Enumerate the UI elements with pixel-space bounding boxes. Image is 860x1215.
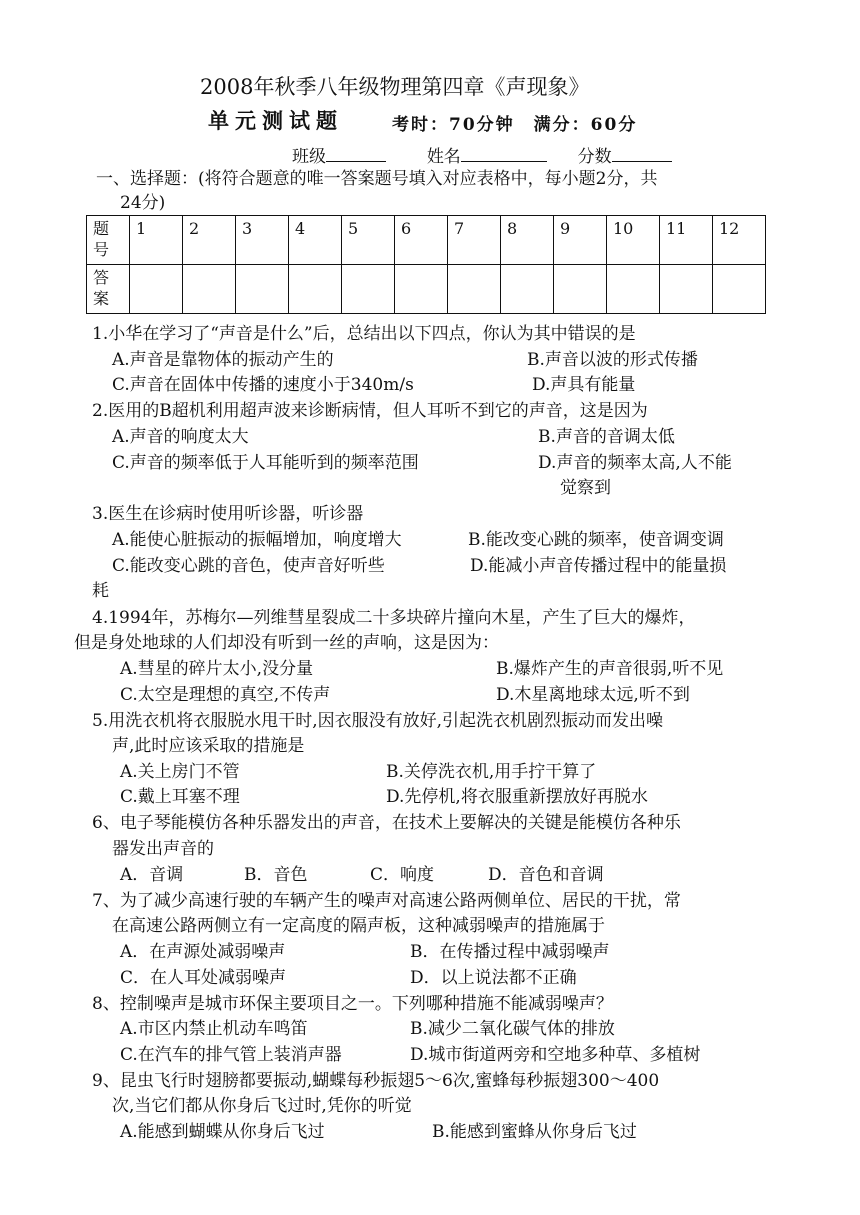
question-7-option-c: C．在人耳处减弱噪声 — [120, 968, 287, 988]
question-9-option-a: A.能感到蝴蝶从你身后飞过 — [120, 1122, 325, 1142]
score-label: 分数 — [577, 147, 612, 167]
answer-cell[interactable] — [289, 265, 342, 314]
question-6-option-a: A．音调 — [120, 865, 184, 885]
question-1-option-d: D.声具有能量 — [532, 375, 636, 395]
question-4-stem-cont: 但是身处地球的人们却没有听到一丝的声响，这是因为： — [74, 633, 499, 653]
question-3-option-d: D.能减小声音传播过程中的能量损 — [470, 556, 727, 576]
table-cell: 12 — [713, 216, 766, 265]
question-8-option-a: A.市区内禁止机动车鸣笛 — [120, 1019, 308, 1039]
class-blank[interactable] — [326, 144, 386, 162]
table-cell: 10 — [607, 216, 660, 265]
question-8-stem: 8、控制噪声是城市环保主要项目之一。下列哪种措施不能减弱噪声？ — [92, 994, 613, 1014]
question-5-option-c: C.戴上耳塞不理 — [120, 787, 240, 807]
score-blank[interactable] — [612, 144, 672, 162]
question-6-stem: 6、电子琴能模仿各种乐器发出的声音，在技术上要解决的关键是能模仿各种乐 — [92, 813, 681, 833]
answer-cell[interactable] — [501, 265, 554, 314]
answer-cell[interactable] — [130, 265, 183, 314]
table-cell: 1 — [130, 216, 183, 265]
question-7-stem: 7、为了减少高速行驶的车辆产生的噪声对高速公路两侧单位、居民的干扰，常 — [92, 891, 681, 911]
table-cell: 9 — [554, 216, 607, 265]
question-4-stem: 4.1994年，苏梅尔—列维彗星裂成二十多块碎片撞向木星，产生了巨大的爆炸， — [92, 608, 696, 628]
question-1-stem: 1.小华在学习了“声音是什么”后，总结出以下四点，你认为其中错误的是 — [92, 324, 636, 344]
answer-cell[interactable] — [395, 265, 448, 314]
table-row — [87, 216, 766, 265]
question-5-option-b: B.关停洗衣机,用手拧干算了 — [386, 762, 597, 782]
answer-cell[interactable] — [342, 265, 395, 314]
question-5-stem: 5.用洗衣机将衣服脱水甩干时,因衣服没有放好,引起洗衣机剧烈振动而发出噪 — [92, 711, 664, 731]
table-cell: 3 — [236, 216, 289, 265]
class-label: 班级 — [292, 147, 326, 167]
question-3-option-c: C.能改变心跳的音色，使声音好听些 — [112, 556, 385, 576]
question-2-stem: 2.医用的B超机利用超声波来诊断病情，但人耳听不到它的声音，这是因为 — [92, 401, 648, 421]
question-5-stem-cont: 声,此时应该采取的措施是 — [112, 736, 305, 756]
question-5-option-d: D.先停机,将衣服重新摆放好再脱水 — [386, 787, 648, 807]
question-7-stem-cont: 在高速公路两侧立有一定高度的隔声板，这种减弱噪声的措施属于 — [112, 916, 605, 936]
question-1-option-b: B.声音以波的形式传播 — [527, 350, 698, 370]
table-cell: 6 — [395, 216, 448, 265]
answer-cell[interactable] — [660, 265, 713, 314]
question-4-option-a: A.彗星的碎片太小,没分量 — [120, 659, 314, 679]
table-row — [87, 265, 766, 314]
table-cell: 4 — [289, 216, 342, 265]
table-cell: 7 — [448, 216, 501, 265]
question-2-option-b: B.声音的音调太低 — [538, 427, 675, 447]
question-6-option-c: C．响度 — [370, 865, 435, 885]
exam-info: 考时：70分钟 满分：60分 — [392, 115, 638, 135]
answer-cell[interactable] — [607, 265, 660, 314]
question-2-option-a: A.声音的响度太大 — [112, 427, 249, 447]
question-7-option-a: A．在声源处减弱噪声 — [120, 942, 286, 962]
page-title: 2008年秋季八年级物理第四章《声现象》 — [200, 75, 590, 99]
question-7-option-d: D．以上说法都不正确 — [410, 968, 577, 988]
question-9-stem: 9、昆虫飞行时翅膀都要振动,蝴蝶每秒振翅5～6次,蜜蜂每秒振翅300～400 — [92, 1071, 660, 1091]
table-cell: 5 — [342, 216, 395, 265]
section-heading-cont: 24分) — [120, 193, 166, 213]
question-6-stem-cont: 器发出声音的 — [112, 839, 214, 859]
question-6-option-b: B．音色 — [244, 865, 308, 885]
question-7-option-b: B．在传播过程中减弱噪声 — [410, 942, 610, 962]
table-cell: 11 — [660, 216, 713, 265]
question-3-option-d-cont: 耗 — [92, 581, 109, 601]
question-2-option-d: D.声音的频率太高,人不能 — [538, 453, 732, 473]
answer-table — [86, 215, 766, 314]
answer-cell[interactable] — [448, 265, 501, 314]
answer-cell[interactable] — [713, 265, 766, 314]
answer-cell[interactable] — [554, 265, 607, 314]
row-header-answer: 答 案 — [87, 265, 130, 314]
question-4-option-d: D.木星离地球太远,听不到 — [496, 685, 690, 705]
question-3-stem: 3.医生在诊病时使用听诊器，听诊器 — [92, 504, 364, 524]
name-blank[interactable] — [461, 144, 547, 162]
question-3-option-a: A.能使心脏振动的振幅增加，响度增大 — [112, 530, 402, 550]
table-cell: 2 — [183, 216, 236, 265]
section-heading: 一、选择题：(将符合题意的唯一答案题号填入对应表格中，每小题2分，共 — [96, 169, 658, 189]
answer-cell[interactable] — [236, 265, 289, 314]
row-header-number: 题 号 — [87, 216, 130, 265]
question-4-option-b: B.爆炸产生的声音很弱,听不见 — [496, 659, 724, 679]
question-8-option-b: B.减少二氧化碳气体的排放 — [410, 1019, 615, 1039]
question-2-option-d-cont: 觉察到 — [560, 478, 611, 498]
student-info-line — [292, 144, 672, 168]
answer-cell[interactable] — [183, 265, 236, 314]
question-8-option-c: C.在汽车的排气管上装消声器 — [120, 1045, 342, 1065]
question-3-option-b: B.能改变心跳的频率，使音调变调 — [468, 530, 724, 550]
question-6-option-d: D．音色和音调 — [488, 865, 604, 885]
question-1-option-a: A.声音是靠物体的振动产生的 — [112, 350, 334, 370]
name-label: 姓名 — [426, 147, 461, 167]
question-8-option-d: D.城市街道两旁和空地多种草、多植树 — [410, 1045, 701, 1065]
question-9-option-b: B.能感到蜜蜂从你身后飞过 — [432, 1122, 637, 1142]
question-4-option-c: C.太空是理想的真空,不传声 — [120, 685, 331, 705]
table-cell: 8 — [501, 216, 554, 265]
question-1-option-c: C.声音在固体中传播的速度小于340m/s — [112, 375, 414, 395]
page-subtitle: 单元测试题 — [208, 108, 343, 133]
question-9-stem-cont: 次,当它们都从你身后飞过时,凭你的听觉 — [112, 1096, 412, 1116]
question-5-option-a: A.关上房门不管 — [120, 762, 240, 782]
question-2-option-c: C.声音的频率低于人耳能听到的频率范围 — [112, 453, 419, 473]
